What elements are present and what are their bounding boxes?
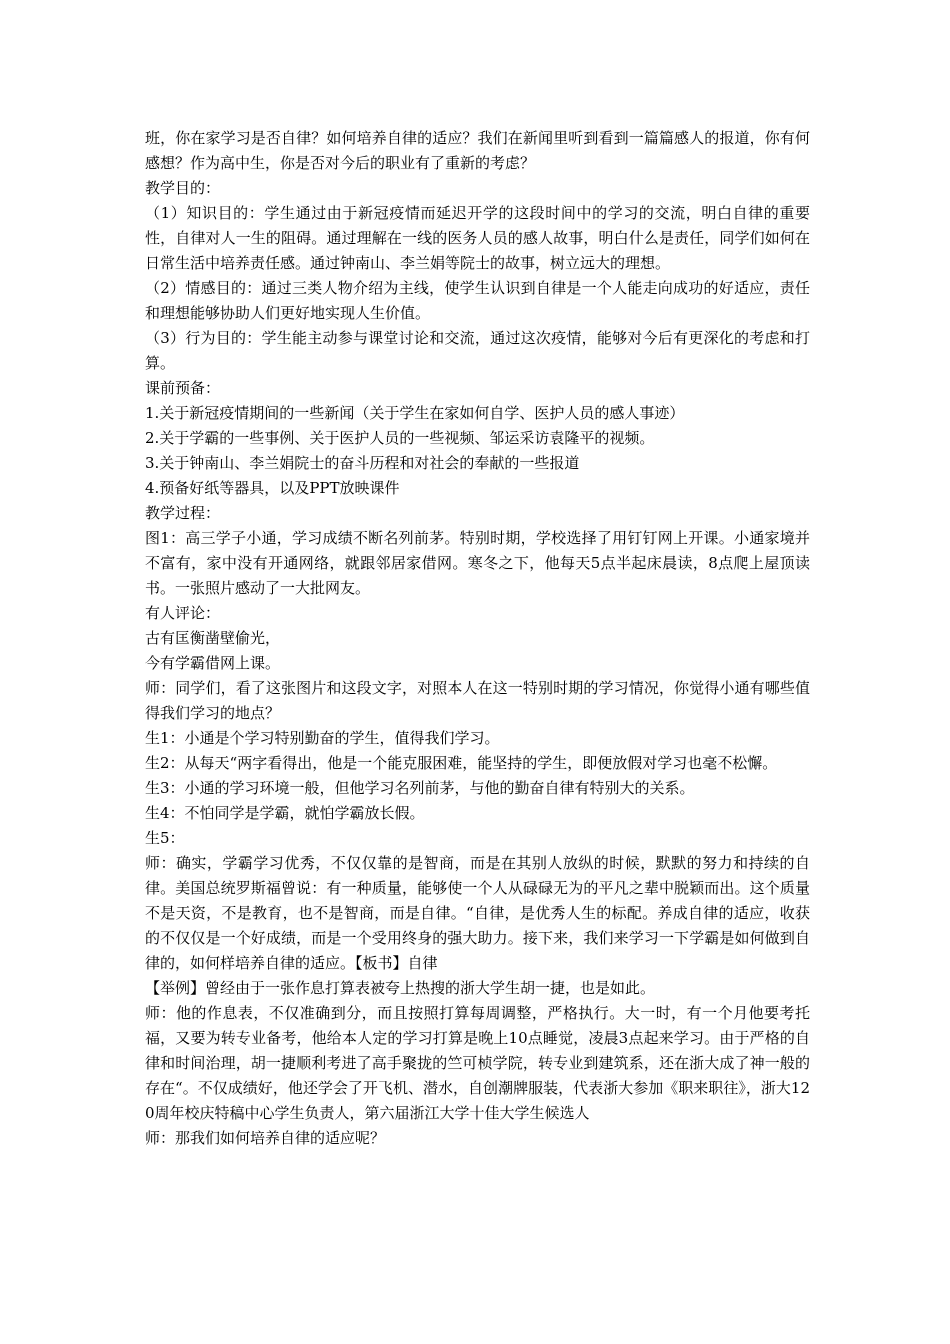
paragraph-behavior-objective: （3）行为目的：学生能主动参与课堂讨论和交流，通过这次疫情，能够对今后有更深化的考虑和打算。: [145, 329, 810, 372]
list-item-preparation-4: 4.预备好纸等器具，以及PPT放映课件: [145, 479, 400, 497]
paragraph-comment-label: 有人评论：: [145, 604, 221, 622]
paragraph-student-1: 生1：小通是个学习特别勤奋的学生，值得我们学习。: [145, 729, 500, 747]
paragraph-poem-line-2: 今有学霸借网上课。: [145, 654, 281, 672]
paragraph-intro-questions: 班，你在家学习是否自律？如何培养自律的适应？我们在新闻里听到看到一篇篇感人的报道，你有何感想？作为高中生，你是否对今后的职业有了重新的考虑？: [145, 129, 810, 172]
paragraph-figure-1: 图1：高三学子小通，学习成绩不断名列前茅。特别时期，学校选择了用钉钉网上开课。小通家境并不富有，家中没有开通网络，就跟邻居家借网。寒冬之下，他每天5点半起床晨读，8点爬上屋顶读书。一张照片感动了一大批网友。: [145, 529, 810, 597]
paragraph-student-2: 生2：从每天“两字看得出，他是一个能克服困难，能坚持的学生，即便放假对学习也毫不松懈。: [145, 754, 778, 772]
list-item-preparation-1: 1.关于新冠疫情期间的一些新闻（关于学生在家如何自学、医护人员的感人事迹）: [145, 404, 685, 422]
paragraph-teacher-self-discipline: 师：确实，学霸学习优秀，不仅仅靠的是智商，而是在其别人放纵的时候，默默的努力和持续的自律。美国总统罗斯福曾说：有一种质量，能够使一个人从碌碌无为的平凡之辈中脱颖而出。这个质量不是天资，不是教育，也不是智商，而是自律。“自律，是优秀人生的标配。养成自律的适应，收获的不仅仅是一个好成绩，而是一个受用终身的强大助力。接下来，我们来学习一下学霸是如何做到自律的，如何样培养自律的适应。【板书】自律: [145, 854, 810, 972]
paragraph-student-5: 生5：: [145, 829, 185, 847]
document-body: [145, 126, 810, 1151]
list-item-preparation-2: 2.关于学霸的一些事例、关于医护人员的一些视频、邹运采访袁隆平的视频。: [145, 429, 655, 447]
heading-teaching-process: 教学过程：: [145, 504, 221, 522]
paragraph-poem-line-1: 古有匡衡凿壁偷光，: [145, 629, 281, 647]
list-item-preparation-3: 3.关于钟南山、李兰娟院士的奋斗历程和对社会的奉献的一些报道: [145, 454, 580, 472]
paragraph-example: 【举例】曾经由于一张作息打算表被夸上热搜的浙大学生胡一捷，也是如此。: [145, 979, 656, 997]
paragraph-student-4: 生4：不怕同学是学霸，就怕学霸放长假。: [145, 804, 425, 822]
paragraph-knowledge-objective: （1）知识目的：学生通过由于新冠疫情而延迟开学的这段时间中的学习的交流，明白自律的重要性，自律对人一生的阻碍。通过理解在一线的医务人员的感人故事，明白什么是责任，同学们如何在日常生活中培养责任感。通过钟南山、李兰娟等院士的故事，树立远大的理想。: [145, 204, 810, 272]
paragraph-emotion-objective: （2）情感目的：通过三类人物介绍为主线，使学生认识到自律是一个人能走向成功的好适应，责任和理想能够协助人们更好地实现人生价值。: [145, 279, 810, 322]
paragraph-teacher-closing-question: 师：那我们如何培养自律的适应呢？: [145, 1129, 386, 1147]
heading-preparation: 课前预备：: [145, 379, 221, 397]
paragraph-student-3: 生3：小通的学习环境一般，但他学习名列前茅，与他的勤奋自律有特别大的关系。: [145, 779, 695, 797]
paragraph-teacher-question: 师：同学们，看了这张图片和这段文字，对照本人在这一特别时期的学习情况，你觉得小通有哪些值得我们学习的地点？: [145, 679, 810, 722]
paragraph-teacher-schedule: 师：他的作息表，不仅准确到分，而且按照打算每周调整，严格执行。大一时，有一个月他要考托福，又要为转专业备考，他给本人定的学习打算是晚上10点睡觉，凌晨3点起来学习。由于严格的自律和时间治理，胡一捷顺利考进了高手聚拢的竺可桢学院，转专业到建筑系，还在浙大成了神一般的存在“。不仅成绩好，他还学会了开飞机、潜水，自创潮牌服装，代表浙大参加《职来职往》，浙大120周年校庆特稿中心学生负责人，第六届浙江大学十佳大学生候选人: [145, 1004, 810, 1122]
heading-teaching-objectives: 教学目的：: [145, 179, 221, 197]
